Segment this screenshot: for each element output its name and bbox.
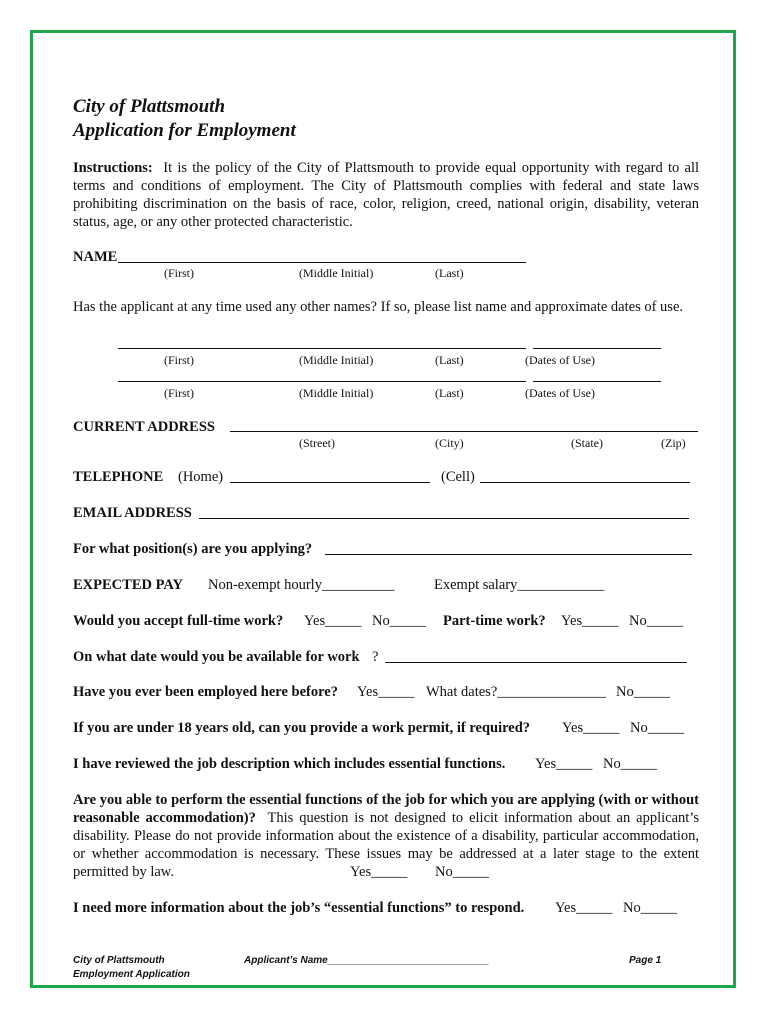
essential-no[interactable]: No_____ xyxy=(435,864,489,880)
more-info-no[interactable]: No_____ xyxy=(623,900,677,916)
telephone-home-field[interactable] xyxy=(230,482,430,483)
other-name-1-sub-dates: (Dates of Use) xyxy=(525,353,595,367)
more-info-label: I need more information about the job’s “essential functions” to respond. xyxy=(73,900,525,916)
employed-before-dates[interactable]: What dates?_______________ xyxy=(426,684,607,700)
other-name-2-dates-field[interactable] xyxy=(533,381,661,382)
fulltime-no[interactable]: No_____ xyxy=(372,613,426,629)
address-label: CURRENT ADDRESS xyxy=(73,419,215,435)
fulltime-label: Would you accept full-time work? xyxy=(73,613,284,629)
name-sub-last: (Last) xyxy=(435,266,464,280)
instructions-paragraph xyxy=(73,159,699,231)
reviewed-no[interactable]: No_____ xyxy=(603,756,657,772)
pay-nonexempt[interactable]: Non-exempt hourly__________ xyxy=(208,577,395,593)
name-label: NAME xyxy=(73,249,118,265)
address-sub-state: (State) xyxy=(571,436,603,450)
available-field[interactable] xyxy=(385,662,687,663)
pay-exempt[interactable]: Exempt salary____________ xyxy=(434,577,605,593)
reviewed-label: I have reviewed the job description which includes essential functions. xyxy=(73,756,506,772)
parttime-yes[interactable]: Yes_____ xyxy=(561,613,619,629)
permit-no[interactable]: No_____ xyxy=(630,720,684,736)
name-sub-first: (First) xyxy=(164,266,194,280)
other-name-1-dates-field[interactable] xyxy=(533,348,661,349)
other-name-2-field[interactable] xyxy=(118,381,526,382)
essential-question: Are you able to perform the essential functions of the job for which you are applying (with or without reasonable accommodation)? xyxy=(73,792,699,826)
permit-label: If you are under 18 years old, can you provide a work permit, if required? xyxy=(73,720,531,736)
address-field[interactable] xyxy=(230,431,698,432)
essential-text: This question is not designed to elicit information about an applicant’s disability. Please do not provide information about the existence of a disability, particular accommodation, or whether accommodation is necessary. These issues may be addressed at a later stage to the extent permitted by law. xyxy=(73,810,699,880)
form-title: Application for Employment xyxy=(73,120,296,141)
footer-form-name: Employment Application xyxy=(73,969,190,980)
telephone-label: TELEPHONE xyxy=(73,469,164,485)
fulltime-yes[interactable]: Yes_____ xyxy=(304,613,362,629)
reviewed-yes[interactable]: Yes_____ xyxy=(535,756,593,772)
employed-before-yes[interactable]: Yes_____ xyxy=(357,684,415,700)
city-title: City of Plattsmouth xyxy=(73,96,226,117)
other-names-question: Has the applicant at any time used any other names? If so, please list name and approximate dates of use. xyxy=(73,299,684,315)
essential-yes[interactable]: Yes_____ xyxy=(344,863,407,881)
position-label: For what position(s) are you applying? xyxy=(73,541,313,557)
permit-yes[interactable]: Yes_____ xyxy=(562,720,620,736)
footer-page-number: Page 1 xyxy=(629,955,662,966)
other-name-2-sub-last: (Last) xyxy=(435,386,464,400)
employed-before-no[interactable]: No_____ xyxy=(616,684,670,700)
available-qmark: ? xyxy=(372,649,379,665)
name-field[interactable] xyxy=(118,262,526,263)
name-sub-middle: (Middle Initial) xyxy=(299,266,374,280)
address-sub-city: (City) xyxy=(435,436,464,450)
more-info-yes[interactable]: Yes_____ xyxy=(555,900,613,916)
position-field[interactable] xyxy=(325,554,692,555)
pay-label: EXPECTED PAY xyxy=(73,577,183,593)
other-name-1-sub-middle: (Middle Initial) xyxy=(299,353,374,367)
footer-city: City of Plattsmouth xyxy=(73,955,165,966)
telephone-home-label: (Home) xyxy=(178,469,224,485)
address-sub-street: (Street) xyxy=(299,436,335,450)
telephone-cell-field[interactable] xyxy=(480,482,690,483)
employed-before-label: Have you ever been employed here before? xyxy=(73,684,338,700)
other-name-1-field[interactable] xyxy=(118,348,526,349)
telephone-cell-label: (Cell) xyxy=(441,469,475,485)
other-name-1-sub-last: (Last) xyxy=(435,353,464,367)
email-field[interactable] xyxy=(199,518,689,519)
parttime-no[interactable]: No_____ xyxy=(629,613,683,629)
footer-applicant-name[interactable]: Applicant’s Name_____________________________ xyxy=(244,955,490,966)
other-name-2-sub-dates: (Dates of Use) xyxy=(525,386,595,400)
email-label: EMAIL ADDRESS xyxy=(73,505,192,521)
other-name-1-sub-first: (First) xyxy=(164,353,194,367)
parttime-label: Part-time work? xyxy=(443,613,546,629)
other-name-2-sub-first: (First) xyxy=(164,386,194,400)
address-sub-zip: (Zip) xyxy=(661,436,686,450)
instructions-text: It is the policy of the City of Plattsmouth to provide equal opportunity with regard to all terms and conditions of employment. The City of Plattsmouth complies with federal and state laws prohibiting discrimination on the basis of race, color, religion, creed, national origin, disability, veteran status, age, or any other protected characteristic. xyxy=(73,160,700,230)
other-name-2-sub-middle: (Middle Initial) xyxy=(299,386,374,400)
instructions-label: Instructions: xyxy=(73,160,153,176)
available-label: On what date would you be available for work xyxy=(73,649,360,665)
